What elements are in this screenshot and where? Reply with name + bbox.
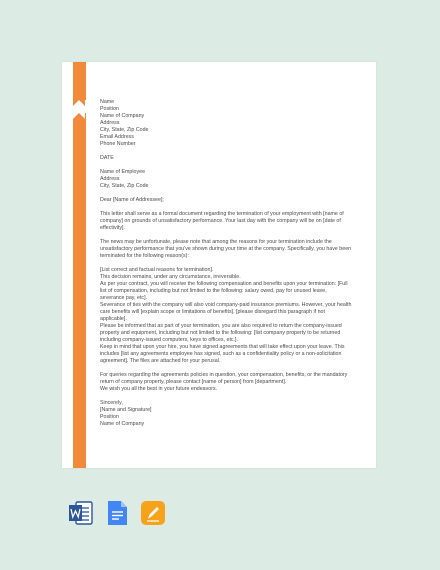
recipient-block bbox=[100, 169, 352, 190]
letter-body bbox=[100, 99, 352, 428]
google-docs-icon[interactable] bbox=[104, 500, 130, 526]
accent-ribbon bbox=[73, 62, 86, 468]
sender-email: Email Address bbox=[100, 134, 134, 140]
pages-icon[interactable] bbox=[140, 500, 166, 526]
closing-paragraph: For queries regarding the agreements policies in question, your compensation, benefits, or the mandatory return of company property, please contact [name of person] from [department]. bbox=[100, 372, 348, 385]
recipient-address: Address bbox=[100, 176, 120, 182]
signoff-position: Position bbox=[100, 414, 119, 420]
sender-name: Name bbox=[100, 99, 115, 105]
word-icon[interactable] bbox=[68, 500, 94, 526]
sender-position: Position bbox=[100, 106, 119, 112]
letter-date: DATE bbox=[100, 155, 114, 161]
sender-address: Address bbox=[100, 120, 120, 126]
detail-line: Severance of ties with the company will also void company-paid insurance premiums. However, your health care benefits will [explain scope or limitations of benefits]. [please disregard this paragraph if not applicable]. bbox=[100, 302, 352, 322]
signoff-block bbox=[100, 400, 352, 428]
letter-page bbox=[62, 62, 376, 468]
detail-line: Keep in mind that upon your hire, you have signed agreements that will take effect upon your leave. This includes [list any agreements employee has signed, such as a confidentiality policy or a non-solicitation agreement]. The files are attached for your perusal. bbox=[100, 344, 345, 364]
sender-phone: Phone Number bbox=[100, 141, 136, 147]
sender-company: Name of Company bbox=[100, 113, 145, 119]
signoff-signature: [Name and Signature] bbox=[100, 407, 152, 413]
sender-city: City, State, Zip Code bbox=[100, 127, 149, 133]
detail-line: This decision remains, under any circumstance, irreversible. bbox=[100, 274, 241, 280]
recipient-name: Name of Employee bbox=[100, 169, 146, 175]
body-paragraph: This letter shall serve as a formal document regarding the termination of your employment with [name of company] on grounds of unsatisfactory performance. Your last day with the company will be on [date of effectivity]. bbox=[100, 211, 344, 231]
closing-paragraph: We wish you all the best in your future endeavors. bbox=[100, 386, 218, 392]
salutation: Dear [Name of Addressee]; bbox=[100, 197, 164, 203]
body-paragraph: The news may be unfortunate, please note that among the reasons for your termination include the unsatisfactory performance that you've shown during your time at the company. Specifically, you have been terminated for the following reason(s): bbox=[100, 239, 352, 259]
detail-line: [List correct and factual reasons for termination]. bbox=[100, 267, 214, 273]
sender-block bbox=[100, 99, 352, 148]
format-icons bbox=[68, 500, 166, 526]
signoff-closing: Sincerely, bbox=[100, 400, 123, 406]
detail-line: As per your contract, you will receive the following compensation and benefits upon your termination: [Full list of compensation, including but not limited to the following: salary owed, pay for unused leave, severance pay, etc]. bbox=[100, 281, 348, 301]
signoff-company: Name of Company bbox=[100, 421, 145, 427]
detail-line: Please be informed that as part of your termination, you are also required to return the company-issued property and equipment, including but not limited to the following: [list company property to be returned including company-issued computers, keys to offices, etc.]. bbox=[100, 323, 342, 343]
recipient-city: City, State, Zip Code bbox=[100, 183, 149, 189]
details-block bbox=[100, 267, 352, 365]
